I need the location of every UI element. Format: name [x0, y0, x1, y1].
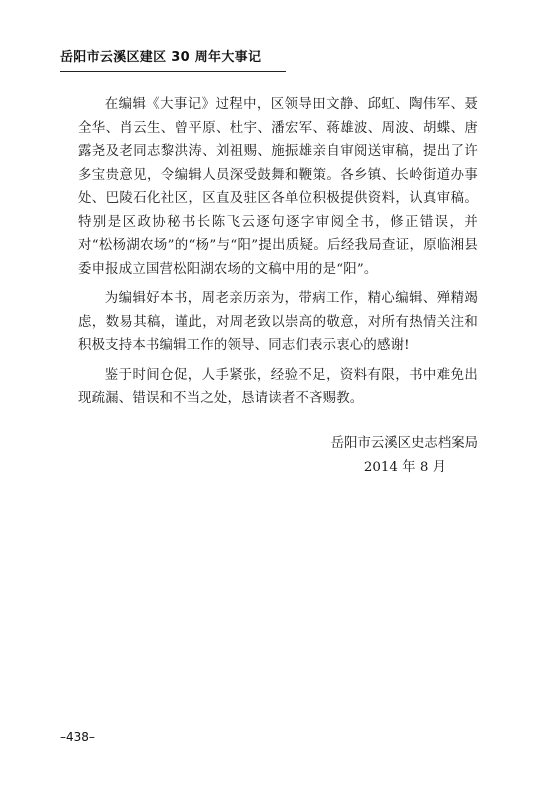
- paragraph-disclaimer: 鉴于时间仓促，人手紧张，经验不足，资料有限，书中难免出现疏漏、错误和不当之处，恳请读者不吝赐教。: [78, 367, 478, 406]
- signature-organization: 岳阳市云溪区史志档案局: [330, 436, 478, 451]
- paragraph-acknowledgement-review: 在编辑《大事记》过程中，区领导田文静、邱虹、陶伟军、聂全华、肖云生、曾平原、杜宇、潘宏军、蒋雄波、周波、胡蝶、唐露尧及老同志黎洪涛、刘祖赐、施振雄亲自审阅送审稿，提出了许多宝贵意见，令编辑人员深受鼓舞和鞭策。各乡镇、长岭街道办事处、巴陵石化社区，区直及驻区各单位积极提供资料，认真审稿。特别是区政协秘书长陈飞云逐句逐字审阅全书，修正错误，并对“松杨湖农场”的“杨”与“阳”提出质疑。后经我局查证，原临湘县委申报成立国营松阳湖农场的文稿中用的是“阳”。: [78, 97, 478, 277]
- signature-date: 2014 年 8 月: [363, 460, 446, 475]
- running-header: 岳阳市云溪区建区 30 周年大事记: [60, 50, 262, 65]
- paragraph-acknowledgement-editor: 为编辑好本书，周老亲历亲为，带病工作，精心编辑、殚精竭虑，数易其稿，谨此，对周老致以崇高的敬意，对所有热情关注和积极支持本书编辑工作的领导、同志们表示衷心的感谢!: [78, 291, 478, 353]
- header-rule: [60, 71, 286, 72]
- signature-block: [331, 432, 478, 480]
- page-number: –438–: [60, 730, 95, 744]
- body-text: [78, 93, 478, 411]
